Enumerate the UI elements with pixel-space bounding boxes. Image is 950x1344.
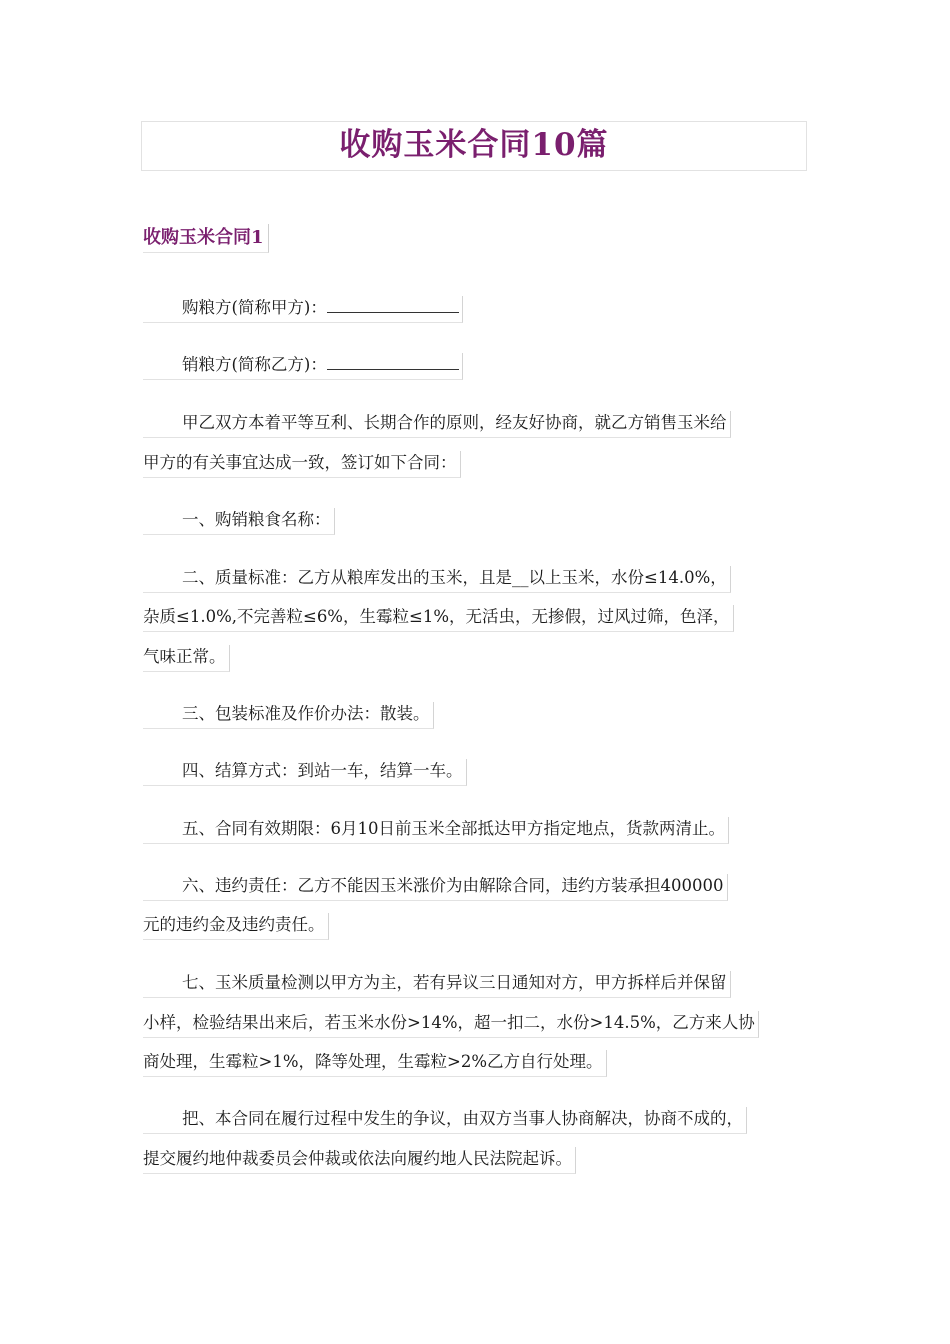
paragraph-line: 把、本合同在履行过程中发生的争议，由双方当事人协商解决，协商不成的，: [143, 1107, 747, 1134]
paragraph-line: 元的违约金及违约责任。: [143, 913, 329, 940]
paragraph-line: 甲方的有关事宜达成一致，签订如下合同：: [143, 451, 461, 478]
paragraph-line: 二、质量标准：乙方从粮库发出的玉米，且是__以上玉米，水份≤14.0%，: [143, 566, 731, 593]
buyer-label: 购粮方(简称甲方)：: [182, 298, 327, 317]
paragraph-line: 三、包装标准及作价办法：散装。: [143, 702, 434, 729]
paragraph-line: 杂质≤1.0%,不完善粒≤6%，生霉粒≤1%，无活虫，无掺假，过风过筛，色泽，: [143, 605, 734, 632]
paragraph-line: 七、玉米质量检测以甲方为主，若有异议三日通知对方，甲方拆样后并保留: [143, 971, 731, 998]
seller-line: [143, 353, 463, 380]
seller-label: 销粮方(简称乙方)：: [182, 355, 327, 374]
section-title: 收购玉米合同1: [143, 224, 269, 253]
buyer-blank: [327, 296, 459, 313]
paragraph-line: 商处理，生霉粒>1%，降等处理，生霉粒>2%乙方自行处理。: [143, 1050, 607, 1077]
paragraph-line: 六、违约责任：乙方不能因玉米涨价为由解除合同，违约方装承担400000: [143, 874, 728, 901]
paragraph-line: 四、结算方式：到站一车，结算一车。: [143, 759, 467, 786]
seller-blank: [327, 353, 459, 370]
document-title: 收购玉米合同10篇: [339, 127, 609, 163]
paragraph-line: 甲乙双方本着平等互利、长期合作的原则，经友好协商，就乙方销售玉米给: [143, 411, 731, 438]
paragraph-line: 小样，检验结果出来后，若玉米水份>14%，超一扣二，水份>14.5%，乙方来人协: [143, 1011, 759, 1038]
paragraph-line: 五、合同有效期限：6月10日前玉米全部抵达甲方指定地点，货款两清止。: [143, 817, 729, 844]
paragraph-line: 气味正常。: [143, 645, 230, 672]
buyer-line: [143, 296, 463, 323]
paragraph-line: 一、购销粮食名称：: [143, 508, 335, 535]
title-box: [141, 121, 807, 171]
paragraph-line: 提交履约地仲裁委员会仲裁或依法向履约地人民法院起诉。: [143, 1147, 576, 1174]
